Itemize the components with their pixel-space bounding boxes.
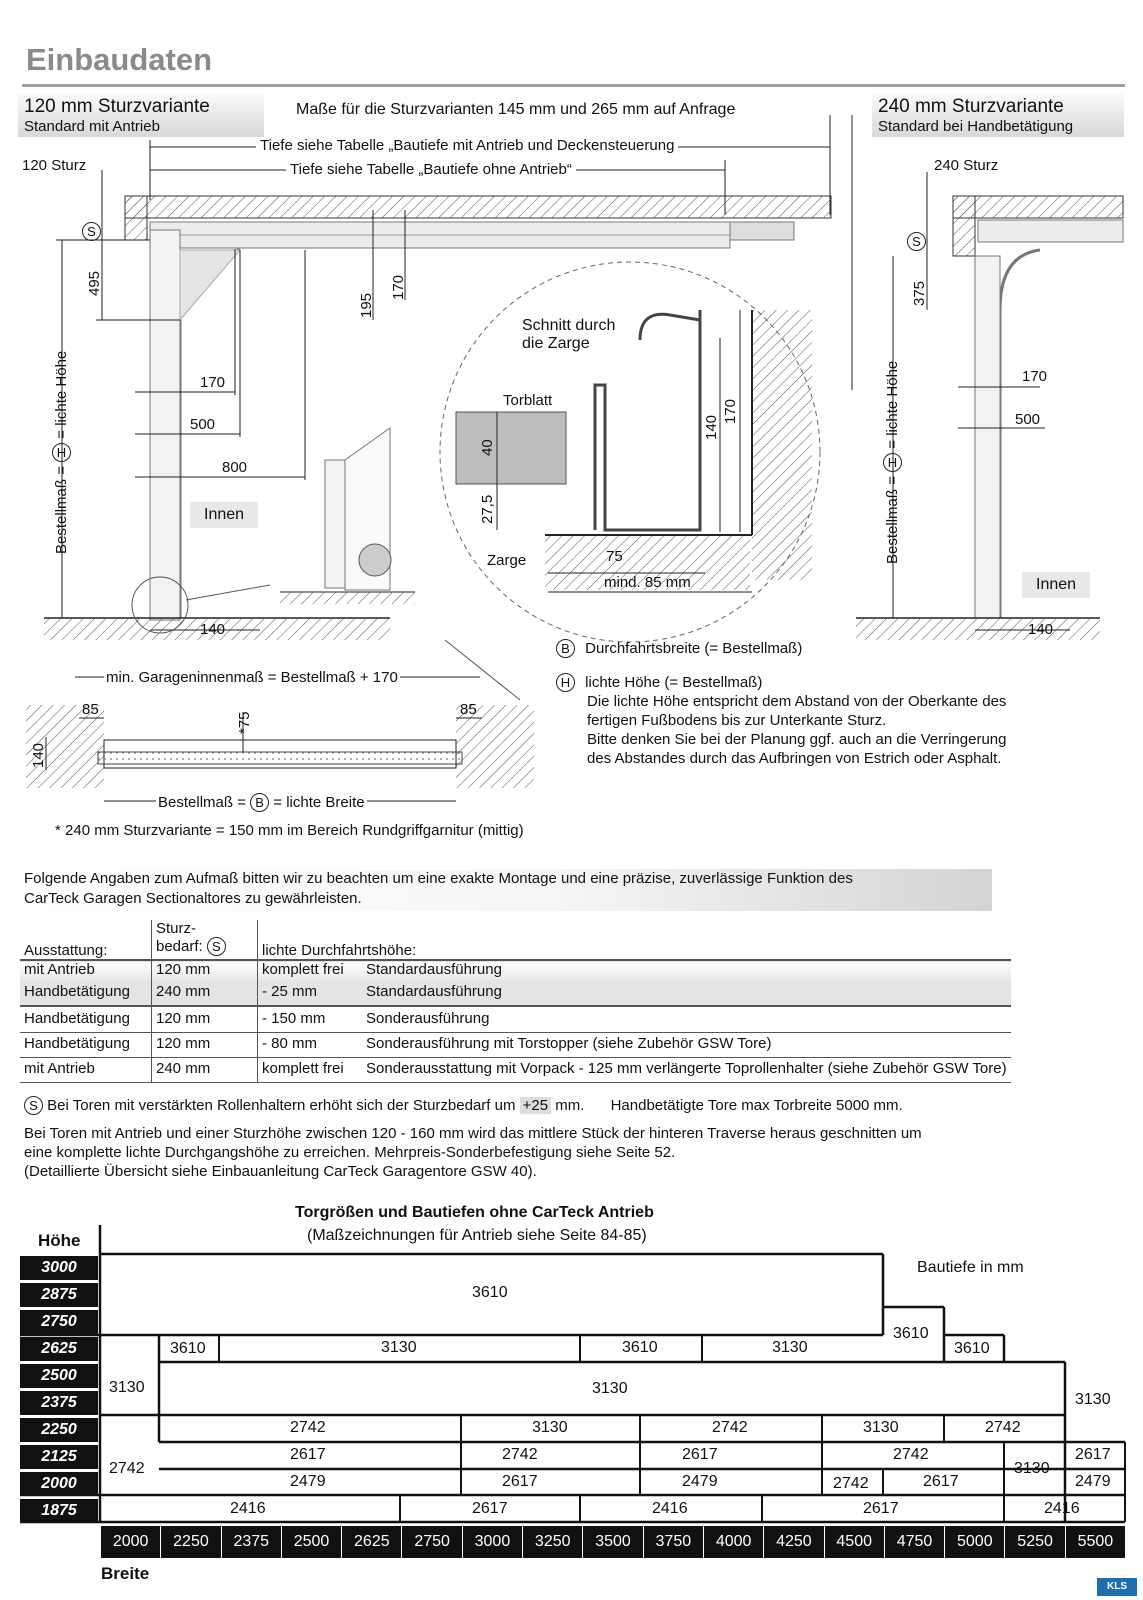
h-symbol-right: H bbox=[883, 453, 902, 472]
depth-value: 2617 bbox=[863, 1500, 899, 1517]
equipment-cell: mit Antrieb bbox=[20, 1058, 152, 1083]
page-title: Einbaudaten bbox=[26, 42, 213, 77]
right-variant-heading: 240 mm Sturzvariante bbox=[878, 96, 1064, 117]
legend-h-text: lichte Höhe (= Bestellmaß) bbox=[585, 674, 763, 691]
depth-value: 2617 bbox=[1075, 1446, 1111, 1463]
s-symbol-right: S bbox=[907, 232, 926, 251]
breite-bestellmass-text: Bestellmaß = bbox=[158, 794, 246, 811]
depth-value: 2742 bbox=[985, 1419, 1021, 1436]
b-symbol-plan: B bbox=[250, 793, 269, 812]
footnote: * 240 mm Sturzvariante = 150 mm im Bereich Rundgriffgarnitur (mittig) bbox=[55, 822, 524, 839]
equipment-cell: - 150 mm bbox=[262, 1010, 326, 1027]
width-cell: 4500 bbox=[824, 1526, 884, 1558]
height-cell: 2125 bbox=[20, 1445, 98, 1469]
dim-500-right: 500 bbox=[1015, 411, 1041, 428]
height-cell: 2375 bbox=[20, 1391, 98, 1415]
depth-value: 2617 bbox=[923, 1473, 959, 1490]
depth-value: 3130 bbox=[1075, 1391, 1111, 1408]
width-cell: 3000 bbox=[462, 1526, 522, 1558]
depth-value: 2479 bbox=[1075, 1473, 1111, 1490]
width-cell: 3500 bbox=[582, 1526, 642, 1558]
depth-value: 2479 bbox=[682, 1473, 718, 1490]
equipment-cell: - 25 mm bbox=[262, 983, 318, 1000]
breite-label: Breite bbox=[101, 1564, 150, 1583]
equipment-cell: Sonderausführung mit Torstopper (siehe Zubehör GSW Tore) bbox=[366, 1035, 772, 1052]
drive-paragraph-line1: Bei Toren mit Antrieb und einer Sturzhöhe zwischen 120 - 160 mm wird das mittlere Stück der hinteren Traverse heraus geschnitten um bbox=[24, 1125, 922, 1142]
depth-with-drive-label: Tiefe siehe Tabelle „Bautiefe mit Antrieb und Deckensteuerung bbox=[256, 137, 678, 154]
right-sturz-label: 240 Sturz bbox=[934, 157, 999, 174]
left-variant-sub: Standard mit Antrieb bbox=[24, 118, 160, 135]
top-note: Maße für die Sturzvarianten 145 mm und 265 mm auf Anfrage bbox=[296, 101, 736, 118]
width-cell: 3750 bbox=[643, 1526, 703, 1558]
depth-value: 2479 bbox=[290, 1473, 326, 1490]
equipment-cell: Sonderausführung bbox=[366, 1010, 490, 1027]
right-bestellmass-text: Bestellmaß = bbox=[884, 476, 901, 564]
depth-value: 3130 bbox=[381, 1339, 417, 1356]
intro-line2: CarTeck Garagen Sectionaltores zu gewährleisten. bbox=[24, 890, 362, 907]
depth-value: 2742 bbox=[893, 1446, 929, 1463]
dim-140-detail: 140 bbox=[703, 414, 720, 440]
depth-value: 2742 bbox=[290, 1419, 326, 1436]
right-lichte-hoehe-text: = lichte Höhe bbox=[884, 360, 901, 449]
depth-value: 3130 bbox=[772, 1339, 808, 1356]
size-table-title: Torgrößen und Bautiefen ohne CarTeck Antrieb bbox=[295, 1204, 654, 1221]
dim-85-right: 85 bbox=[460, 701, 477, 718]
garage-dimension-label: min. Garageninnenmaß = Bestellmaß + 170 bbox=[106, 669, 398, 686]
equipment-cell: mit Antrieb bbox=[20, 960, 152, 983]
equipment-cell: Standardausführung bbox=[366, 961, 502, 978]
width-cell: 5250 bbox=[1004, 1526, 1064, 1558]
left-variant-heading: 120 mm Sturzvariante bbox=[24, 96, 210, 117]
dim-140-plan: 140 bbox=[30, 742, 47, 768]
right-variant-sub: Standard bei Handbetätigung bbox=[878, 118, 1074, 135]
dim-500-left: 500 bbox=[190, 416, 216, 433]
equipment-cell: Handbetätigung bbox=[20, 1006, 152, 1033]
width-cell: 2625 bbox=[341, 1526, 401, 1558]
depth-value: 2742 bbox=[712, 1419, 748, 1436]
height-cell: 2625 bbox=[20, 1337, 98, 1361]
s-note-text: Bei Toren mit verstärkten Rollenhaltern erhöht sich der Sturzbedarf um bbox=[47, 1097, 516, 1114]
equipment-header-sturz-line2: bedarf: bbox=[156, 938, 203, 955]
depth-value: 3130 bbox=[109, 1379, 145, 1396]
depth-value: 3130 bbox=[863, 1419, 899, 1436]
kls-logo: KLS bbox=[1097, 1578, 1137, 1596]
width-cell: 3250 bbox=[522, 1526, 582, 1558]
dim-375: 375 bbox=[911, 280, 928, 306]
width-cell: 4000 bbox=[703, 1526, 763, 1558]
s-symbol-note: S bbox=[24, 1096, 43, 1115]
bautiefe-label: Bautiefe in mm bbox=[917, 1259, 1024, 1276]
dim-170-left: 170 bbox=[200, 374, 226, 391]
equipment-cell: Handbetätigung bbox=[20, 1033, 152, 1058]
left-bestellmass-text: Bestellmaß = bbox=[53, 466, 70, 554]
intro-line1: Folgende Angaben zum Aufmaß bitten wir zu beachten um eine exakte Montage und eine präzise, zuverlässige Funktion des bbox=[24, 870, 853, 887]
depth-value: 3130 bbox=[532, 1419, 568, 1436]
depth-value: 2416 bbox=[652, 1500, 688, 1517]
schnitt-label-line1: Schnitt durch bbox=[522, 317, 616, 334]
b-symbol-legend: B bbox=[556, 639, 575, 658]
height-cell: 2000 bbox=[20, 1472, 98, 1496]
depth-value: 2416 bbox=[230, 1500, 266, 1517]
legend-h-line4: des Abstandes durch das Aufbringen von Estrich oder Asphalt. bbox=[587, 750, 1002, 767]
h-symbol-left: H bbox=[52, 443, 71, 462]
depth-value: 2617 bbox=[682, 1446, 718, 1463]
dim-170-detail: 170 bbox=[722, 398, 739, 424]
height-cell: 2750 bbox=[20, 1310, 98, 1334]
dim-800: 800 bbox=[222, 459, 248, 476]
equipment-cell: komplett frei bbox=[262, 961, 344, 978]
depth-value: 3610 bbox=[954, 1340, 990, 1357]
h-symbol-legend: H bbox=[556, 673, 575, 692]
width-cell: 2500 bbox=[281, 1526, 341, 1558]
legend-h-line3: Bitte denken Sie bei der Planung ggf. auch an die Verringerung bbox=[587, 731, 1007, 748]
dim-140-right: 140 bbox=[1028, 621, 1054, 638]
equipment-cell: Handbetätigung bbox=[20, 983, 152, 1006]
width-row bbox=[100, 1526, 1125, 1558]
width-cell: 2250 bbox=[160, 1526, 220, 1558]
equipment-header-lichte: lichte Durchfahrtshöhe: bbox=[262, 942, 417, 959]
dim-27-5: 27,5 bbox=[479, 494, 496, 524]
width-cell: 2000 bbox=[100, 1526, 160, 1558]
dim-495: 495 bbox=[86, 270, 103, 296]
depth-value: 2742 bbox=[833, 1475, 869, 1492]
mind-85-label: mind. 85 mm bbox=[604, 574, 691, 591]
height-column bbox=[20, 1256, 98, 1523]
left-lichte-hoehe-text: = lichte Höhe bbox=[53, 350, 70, 439]
dim-75-star: *75 bbox=[236, 711, 253, 734]
hoehe-label: Höhe bbox=[38, 1231, 81, 1250]
equipment-header-ausstattung: Ausstattung: bbox=[20, 920, 152, 960]
dim-40: 40 bbox=[479, 439, 496, 456]
depth-value: 2416 bbox=[1044, 1500, 1080, 1517]
s-symbol-left: S bbox=[82, 222, 101, 241]
height-cell: 2875 bbox=[20, 1283, 98, 1307]
legend-b-text: Durchfahrtsbreite (= Bestellmaß) bbox=[585, 640, 803, 657]
equipment-cell: - 80 mm bbox=[262, 1035, 318, 1052]
width-cell: 5500 bbox=[1065, 1526, 1125, 1558]
dim-75-detail: 75 bbox=[606, 548, 623, 565]
equipment-cell: 120 mm bbox=[152, 960, 258, 983]
width-cell: 4750 bbox=[884, 1526, 944, 1558]
equipment-header-sturz-line1: Sturz- bbox=[156, 920, 197, 937]
s-note-unit: mm. bbox=[555, 1097, 585, 1114]
legend-h-line2: fertigen Fußbodens bis zur Unterkante Sturz. bbox=[587, 712, 887, 729]
equipment-cell: 240 mm bbox=[152, 983, 258, 1006]
height-cell: 2500 bbox=[20, 1364, 98, 1388]
equipment-cell: 120 mm bbox=[152, 1033, 258, 1058]
depth-value: 3130 bbox=[592, 1380, 628, 1397]
equipment-cell: Standardausführung bbox=[366, 983, 502, 1000]
depth-value: 3610 bbox=[472, 1284, 508, 1301]
equipment-cell: 120 mm bbox=[152, 1006, 258, 1033]
depth-value: 2742 bbox=[502, 1446, 538, 1463]
equipment-cell: komplett frei bbox=[262, 1060, 344, 1077]
depth-value: 3130 bbox=[1014, 1460, 1050, 1477]
depth-value: 3610 bbox=[893, 1325, 929, 1342]
s-note-value: +25 bbox=[520, 1097, 551, 1114]
depth-value: 2617 bbox=[290, 1446, 326, 1463]
dim-195: 195 bbox=[358, 292, 375, 318]
dim-170-right: 170 bbox=[1022, 368, 1048, 385]
dim-170-vertical: 170 bbox=[390, 274, 407, 300]
width-cell: 2750 bbox=[401, 1526, 461, 1558]
width-cell: 5000 bbox=[944, 1526, 1004, 1558]
depth-value: 3610 bbox=[622, 1339, 658, 1356]
width-cell: 2375 bbox=[221, 1526, 281, 1558]
depth-without-drive-label: Tiefe siehe Tabelle „Bautiefe ohne Antrieb“ bbox=[286, 161, 576, 178]
innen-label-left: Innen bbox=[190, 502, 258, 528]
width-cell: 4250 bbox=[763, 1526, 823, 1558]
depth-value: 2617 bbox=[472, 1500, 508, 1517]
legend-h-line1: Die lichte Höhe entspricht dem Abstand von der Oberkante des bbox=[587, 693, 1007, 710]
left-sturz-label: 120 Sturz bbox=[22, 157, 87, 174]
depth-value: 2742 bbox=[109, 1460, 145, 1477]
depth-value: 2617 bbox=[502, 1473, 538, 1490]
dim-85-left: 85 bbox=[82, 701, 99, 718]
equipment-cell: Sonderausstattung mit Vorpack - 125 mm verlängerte Toprollenhalter (siehe Zubehör GSW Tore) bbox=[366, 1060, 1007, 1077]
dim-140-left: 140 bbox=[200, 621, 226, 638]
height-cell: 2250 bbox=[20, 1418, 98, 1442]
depth-value: 3610 bbox=[170, 1340, 206, 1357]
breite-lichte-text: = lichte Breite bbox=[273, 794, 365, 811]
height-cell: 3000 bbox=[20, 1256, 98, 1280]
hand-note: Handbetätigte Tore max Torbreite 5000 mm. bbox=[610, 1097, 903, 1114]
drive-paragraph-line3: (Detaillierte Übersicht siehe Einbauanleitung CarTeck Garagentore GSW 40). bbox=[24, 1163, 537, 1180]
zarge-label: Zarge bbox=[487, 552, 527, 569]
s-symbol-table: S bbox=[207, 937, 226, 956]
torblatt-label: Torblatt bbox=[503, 392, 553, 409]
drive-paragraph-line2: eine komplette lichte Durchgangshöhe zu erreichen. Mehrpreis-Sonderbefestigung siehe Seite 52. bbox=[24, 1144, 676, 1161]
schnitt-label-line2: die Zarge bbox=[522, 335, 590, 352]
equipment-cell: 240 mm bbox=[152, 1058, 258, 1083]
size-table-subtitle: (Maßzeichnungen für Antrieb siehe Seite 84-85) bbox=[307, 1227, 647, 1244]
innen-label-right: Innen bbox=[1022, 572, 1090, 598]
height-cell: 1875 bbox=[20, 1499, 98, 1523]
